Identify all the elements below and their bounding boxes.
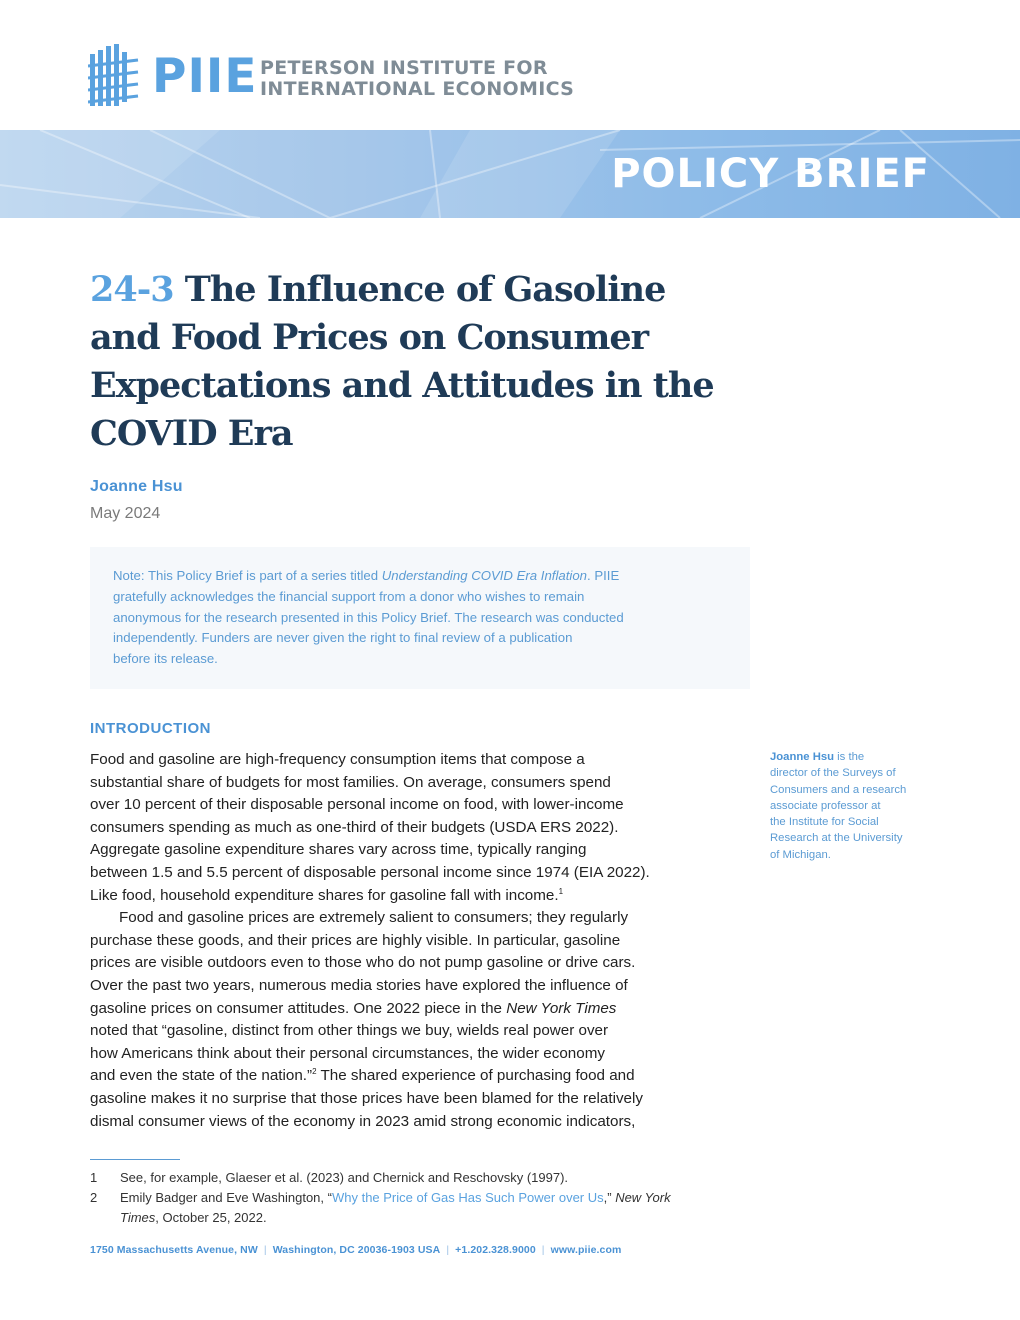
brief-number: 24-3 — [90, 269, 174, 310]
section-heading-introduction: INTRODUCTION — [90, 720, 211, 737]
bio-line: of Michigan. — [770, 848, 831, 861]
body-line: Food and gasoline are high-frequency consumption items that compose a — [90, 751, 585, 768]
body-line: prices are visible outdoors even to those who do not pump gasoline or drive cars. — [90, 954, 636, 972]
author-bio-sidebar — [770, 749, 940, 863]
piie-logo-wordmark: PIIE — [152, 49, 258, 104]
organization-name — [260, 58, 574, 100]
piie-logo-icon — [88, 44, 140, 110]
footer-separator: | — [446, 1244, 450, 1256]
footer-address: 1750 Massachusetts Avenue, NW — [90, 1244, 258, 1256]
body-line: Food and gasoline prices are extremely salient to consumers; they regularly — [119, 909, 629, 927]
note-line-5: before its release. — [113, 651, 218, 667]
footnote-2: 2 Emily Badger and Eve Washington, “Why the Price of Gas Has Such Power over Us,” New York Times, October 25, 2022. — [90, 1190, 671, 1225]
footnote-1 — [90, 1168, 750, 1188]
footnote-number: 1 — [90, 1170, 98, 1185]
footer-website-link[interactable]: www.piie.com — [550, 1244, 622, 1256]
body-line: substantial share of budgets for most families. On average, consumers spend — [90, 773, 611, 791]
document-title — [90, 266, 730, 458]
organization-name-line-2: INTERNATIONAL ECONOMICS — [260, 78, 575, 100]
bio-line: Research at the University — [770, 832, 903, 845]
body-line: and even the state of the nation.”$^2$ The shared experience of purchasing food and — [90, 1067, 635, 1085]
footer-phone: +1.202.328.9000 — [455, 1244, 536, 1256]
body-line: Like food, household expenditure shares for gasoline fall with income.$^1$ — [90, 886, 564, 904]
funding-note-box — [90, 547, 750, 689]
footer-separator: | — [541, 1244, 545, 1256]
introduction-body — [90, 749, 755, 1133]
body-line: consumers spending as much as one-third of their budgets (USDA ERS 2022). — [90, 818, 619, 836]
organization-name-line-1: PETERSON INSTITUTE FOR — [260, 57, 548, 79]
body-line: over 10 percent of their disposable personal income on food, with lower-income — [90, 796, 624, 814]
bio-line: associate professor at — [770, 799, 881, 812]
footer-separator: | — [263, 1244, 267, 1256]
bio-line: the Institute for Social — [770, 816, 879, 829]
body-line: how Americans think about their personal circumstances, the wider economy — [90, 1044, 605, 1062]
publication-date: May 2024 — [90, 505, 161, 522]
bio-author-name: Joanne Hsu — [770, 751, 835, 763]
footer-city: Washington, DC 20036-1903 USA — [272, 1244, 441, 1256]
body-line: Over the past two years, numerous media stories have explored the influence of — [90, 976, 628, 994]
series-title: Understanding COVID Era Inflation — [381, 568, 587, 583]
body-line: dismal consumer views of the economy in 2023 amid strong economic indicators, — [90, 1112, 636, 1130]
banner-title: POLICY BRIEF — [611, 151, 930, 197]
body-line: noted that “gasoline, distinct from other things we buy, wields real power over — [90, 1022, 609, 1040]
page-footer — [90, 1244, 621, 1256]
note-line-2: gratefully acknowledges the financial support from a donor who wishes to remain — [113, 588, 585, 604]
body-line: gasoline prices on consumer attitudes. One 2022 piece in the New York Times — [90, 999, 617, 1017]
footnote-number: 2 — [90, 1190, 98, 1205]
body-line: between 1.5 and 5.5 percent of disposable personal income since 1974 (EIA 2022). — [90, 863, 650, 881]
footnote-text: See, for example, Glaeser et al. (2023) and Chernick and Reschovsky (1997). — [120, 1170, 569, 1185]
note-line-1: Note: This Policy Brief is part of a series titled Understanding COVID Era Inflation. PIIE — [113, 568, 620, 583]
publication-name: New York Times — [506, 999, 617, 1017]
footnote-marker-1[interactable]: 1 — [558, 886, 564, 896]
note-line-3: anonymous for the research presented in this Policy Brief. The research was conducted — [113, 609, 624, 625]
footnote-marker-2[interactable]: 2 — [312, 1067, 317, 1077]
body-line: gasoline makes it no surprise that those prices have been blamed for the relatively — [90, 1089, 643, 1107]
title-line-2: and Food Prices on Consumer — [90, 317, 649, 358]
title-line-1: The Influence of Gasoline — [173, 269, 666, 310]
bio-line: director of the Surveys of — [770, 767, 896, 780]
title-line-4: COVID Era — [90, 413, 293, 454]
footnotes — [90, 1168, 750, 1228]
body-line: Aggregate gasoline expenditure shares vary across time, typically ranging — [90, 841, 587, 859]
article-link[interactable]: Why the Price of Gas Has Such Power over Us — [331, 1190, 604, 1205]
author-name: Joanne Hsu — [90, 478, 183, 495]
title-line-3: Expectations and Attitudes in the — [90, 365, 714, 406]
body-line: purchase these goods, and their prices are highly visible. In particular, gasoline — [90, 931, 621, 949]
note-line-4: independently. Funders are never given the right to final review of a publication — [113, 630, 573, 646]
footnote-divider — [90, 1159, 180, 1160]
bio-line: Consumers and a research — [770, 783, 907, 796]
bio-line: Joanne Hsu is the — [770, 751, 865, 763]
